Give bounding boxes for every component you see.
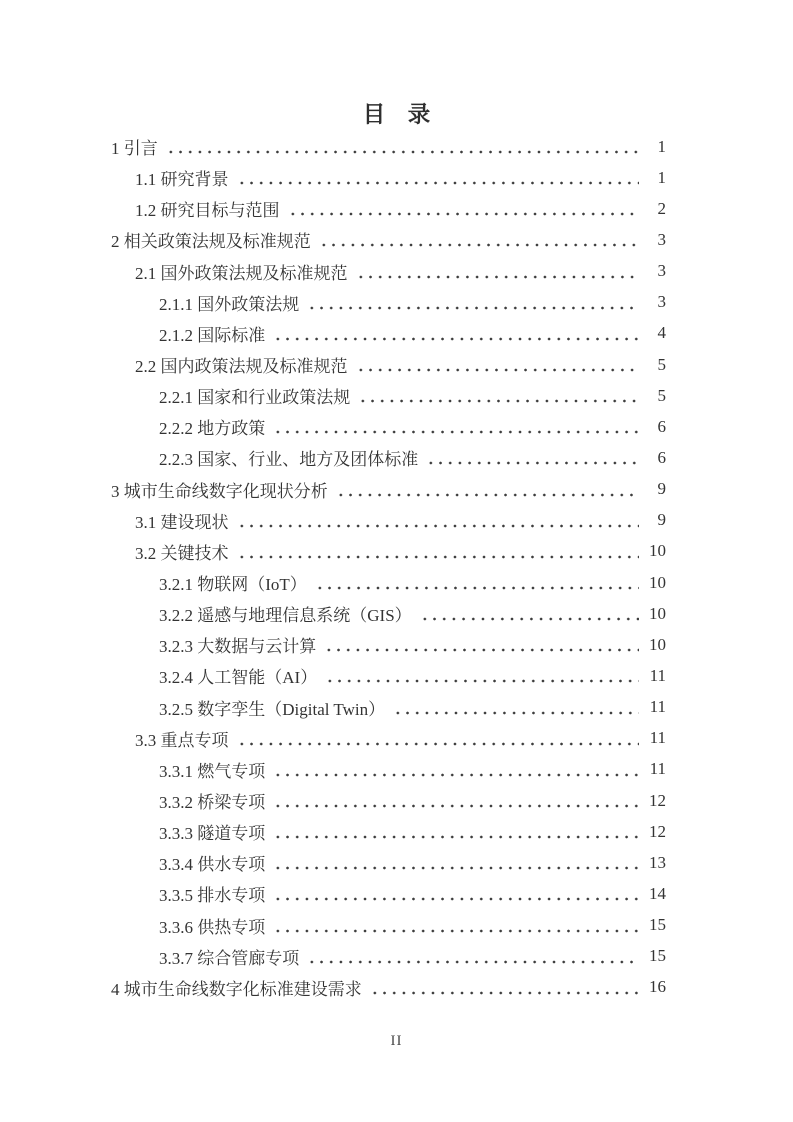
toc-entry-label: 3.3.2 桥梁专项: [159, 793, 266, 813]
toc-entry-page: 1: [657, 167, 666, 187]
toc-entry-page: 6: [657, 416, 666, 436]
toc-entry-page: 11: [649, 697, 666, 717]
toc-entry: [111, 474, 666, 505]
dot-leader: [236, 162, 640, 193]
toc-entry-page: 10: [649, 603, 666, 623]
toc-entry: [111, 193, 666, 224]
dot-leader: [335, 474, 639, 505]
toc-entry-page: 5: [657, 385, 666, 405]
dot-leader: [272, 847, 639, 878]
toc-entry-page: 10: [649, 634, 666, 654]
toc-title: 目 录: [362, 102, 431, 127]
dot-leader: [236, 536, 640, 567]
toc-entry-label: 3.3.6 供热专项: [159, 917, 266, 937]
toc-entry-label: 3.3.7 综合管廊专项: [159, 948, 300, 968]
toc-entry-page: 1: [657, 136, 666, 156]
dot-leader: [306, 941, 639, 972]
dot-leader: [272, 318, 639, 349]
dot-leader: [272, 754, 639, 785]
toc-entry-label: 2.1.2 国际标准: [159, 325, 266, 345]
toc-entry-label: 2.2.2 地方政策: [159, 419, 266, 439]
toc-entry-label: 3.3.5 排水专项: [159, 886, 266, 906]
toc-entry-page: 16: [649, 977, 666, 997]
toc-entry-page: 3: [657, 261, 666, 281]
toc-entry: [111, 910, 666, 941]
dot-leader: [419, 598, 639, 629]
toc-entry: [111, 972, 666, 1003]
toc-entry-page: 3: [657, 229, 666, 249]
dot-leader: [236, 505, 640, 536]
toc-entry-label: 2.2.3 国家、行业、地方及团体标准: [159, 450, 419, 470]
dot-leader: [323, 629, 639, 660]
dot-leader: [306, 287, 639, 318]
toc-entry: [111, 941, 666, 972]
toc-entry-page: 13: [649, 852, 666, 872]
toc-entry: [111, 536, 666, 567]
toc-entry-page: 3: [657, 292, 666, 312]
toc-entry: [111, 847, 666, 878]
toc-entry: [111, 224, 666, 255]
toc-entry: [111, 567, 666, 598]
toc-entry-label: 1.2 研究目标与范围: [135, 201, 280, 221]
toc-entry: [111, 660, 666, 691]
toc-list: [0, 131, 793, 1003]
toc-entry-label: 3.2 关键技术: [135, 543, 229, 563]
toc-entry: [111, 349, 666, 380]
toc-entry: [111, 380, 666, 411]
toc-entry-label: 1.1 研究背景: [135, 170, 229, 190]
toc-entry-label: 2.2.1 国家和行业政策法规: [159, 388, 351, 408]
toc-entry: [111, 442, 666, 473]
toc-entry-label: 3.2.3 大数据与云计算: [159, 637, 317, 657]
dot-leader: [425, 442, 639, 473]
toc-entry-label: 2.1 国外政策法规及标准规范: [135, 263, 348, 283]
toc-entry: [111, 723, 666, 754]
toc-entry-label: 1 引言: [111, 139, 158, 159]
dot-leader: [314, 567, 639, 598]
toc-entry-label: 4 城市生命线数字化标准建设需求: [111, 979, 362, 999]
toc-entry: [111, 629, 666, 660]
dot-leader: [272, 910, 639, 941]
toc-entry-label: 3.2.2 遥感与地理信息系统（GIS）: [159, 606, 412, 626]
toc-entry: [111, 598, 666, 629]
toc-entry-page: 2: [657, 198, 666, 218]
dot-leader: [272, 878, 639, 909]
dot-leader: [355, 256, 640, 287]
toc-entry-page: 9: [657, 479, 666, 499]
toc-entry-page: 12: [649, 821, 666, 841]
toc-entry-page: 6: [657, 447, 666, 467]
toc-entry: [111, 754, 666, 785]
toc-entry-page: 11: [649, 759, 666, 779]
dot-leader: [392, 692, 639, 723]
toc-entry-label: 3.2.4 人工智能（AI）: [159, 668, 318, 688]
toc-entry-label: 3.1 建设现状: [135, 512, 229, 532]
toc-entry-page: 10: [649, 572, 666, 592]
toc-entry: [111, 162, 666, 193]
toc-entry: [111, 785, 666, 816]
dot-leader: [236, 723, 640, 754]
toc-entry: [111, 411, 666, 442]
page-footer-number: II: [390, 1033, 403, 1049]
toc-entry-page: 15: [649, 915, 666, 935]
toc-entry-page: 10: [649, 541, 666, 561]
toc-entry-label: 3.3.3 隧道专项: [159, 824, 266, 844]
toc-entry: [111, 256, 666, 287]
toc-entry-label: 3 城市生命线数字化现状分析: [111, 481, 328, 501]
toc-entry-label: 3.3 重点专项: [135, 730, 229, 750]
toc-entry-label: 3.3.4 供水专项: [159, 855, 266, 875]
toc-entry: [111, 816, 666, 847]
toc-entry: [111, 318, 666, 349]
toc-entry-label: 3.2.1 物联网（IoT）: [159, 575, 307, 595]
dot-leader: [357, 380, 639, 411]
toc-entry: [111, 287, 666, 318]
toc-entry-page: 9: [657, 510, 666, 530]
toc-entry-page: 11: [649, 728, 666, 748]
toc-entry-page: 11: [649, 665, 666, 685]
toc-entry-label: 2.1.1 国外政策法规: [159, 294, 300, 314]
toc-entry: [111, 692, 666, 723]
toc-entry: [111, 878, 666, 909]
dot-leader: [287, 193, 640, 224]
toc-entry-label: 2.2 国内政策法规及标准规范: [135, 357, 348, 377]
dot-leader: [324, 660, 639, 691]
dot-leader: [355, 349, 640, 380]
toc-entry: [111, 131, 666, 162]
toc-entry-page: 5: [657, 354, 666, 374]
toc-entry-page: 4: [657, 323, 666, 343]
dot-leader: [165, 131, 639, 162]
toc-entry-page: 14: [649, 883, 666, 903]
dot-leader: [318, 224, 639, 255]
toc-entry-page: 15: [649, 946, 666, 966]
toc-entry-label: 3.3.1 燃气专项: [159, 761, 266, 781]
dot-leader: [272, 785, 639, 816]
dot-leader: [272, 816, 639, 847]
toc-entry-label: 2 相关政策法规及标准规范: [111, 232, 311, 252]
toc-entry-page: 12: [649, 790, 666, 810]
toc-entry: [111, 505, 666, 536]
dot-leader: [369, 972, 639, 1003]
toc-entry-label: 3.2.5 数字孪生（Digital Twin）: [159, 699, 386, 719]
dot-leader: [272, 411, 639, 442]
